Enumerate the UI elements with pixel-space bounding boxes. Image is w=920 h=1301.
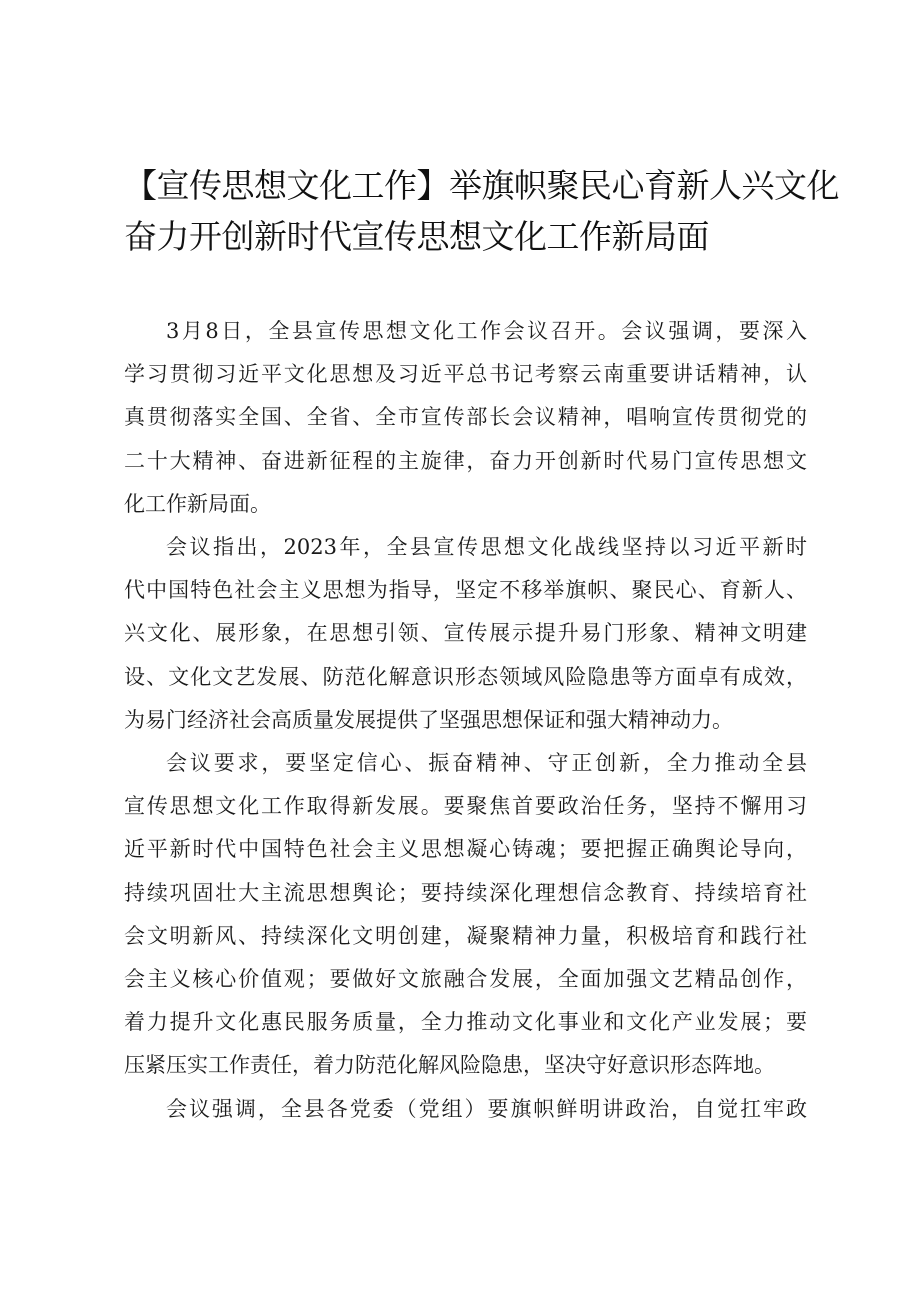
title-line-2: 奋力开创新时代宣传思想文化工作新局面 (124, 217, 709, 256)
text-line: 学习贯彻习近平文化思想及习近平总书记考察云南重要讲话精神，认 (124, 362, 807, 387)
text-line: 二十大精神、奋进新征程的主旋律，奋力开创新时代易门宣传思想文 (124, 448, 807, 473)
text-line: 3月8日，全县宣传思想文化工作会议召开。会议强调，要深入 (166, 319, 807, 343)
text-line: 宣传思想文化工作取得新发展。要聚焦首要政治任务，坚持不懈用习 (124, 794, 807, 819)
text-line: 兴文化、展形象，在思想引领、宣传展示提升易门形象、精神文明建 (124, 621, 807, 646)
text-line: 会议要求，要坚定信心、振奋精神、守正创新，全力推动全县 (166, 751, 807, 776)
paragraph-3 (124, 742, 807, 1088)
text-line: 为易门经济社会高质量发展提供了坚强思想保证和强大精神动力。 (124, 707, 733, 732)
text-line: 会议强调，全县各党委（党组）要旗帜鲜明讲政治，自觉扛牢政 (166, 1096, 807, 1121)
title-line-1: 【宣传思想文化工作】举旗帜聚民心育新人兴文化 (124, 166, 839, 205)
text-line: 代中国特色社会主义思想为指导，坚定不移举旗帜、聚民心、育新人、 (124, 578, 807, 603)
document-title (124, 160, 839, 262)
text-line: 设、文化文艺发展、防范化解意识形态领域风险隐患等方面卓有成效， (124, 664, 807, 689)
text-line: 近平新时代中国特色社会主义思想凝心铸魂；要把握正确舆论导向， (124, 837, 807, 862)
text-line: 会文明新风、持续深化文明创建，凝聚精神力量，积极培育和践行社 (124, 923, 807, 948)
text-line: 化工作新局面。 (124, 491, 271, 516)
paragraph-4 (124, 1088, 807, 1131)
text-line: 持续巩固壮大主流思想舆论；要持续深化理想信念教育、持续培育社 (124, 880, 807, 905)
text-line: 真贯彻落实全国、全省、全市宣传部长会议精神，唱响宣传贯彻党的 (124, 405, 807, 430)
text-line: 会议指出，2023年，全县宣传思想文化战线坚持以习近平新时 (166, 535, 807, 560)
paragraph-1 (124, 310, 807, 526)
document-body (124, 310, 807, 1131)
text-line: 着力提升文化惠民服务质量，全力推动文化事业和文化产业发展；要 (124, 1010, 807, 1035)
text-line: 会主义核心价值观；要做好文旅融合发展，全面加强文艺精品创作， (124, 967, 807, 992)
paragraph-2 (124, 526, 807, 742)
text-line: 压紧压实工作责任，着力防范化解风险隐患，坚决守好意识形态阵地。 (124, 1053, 775, 1078)
